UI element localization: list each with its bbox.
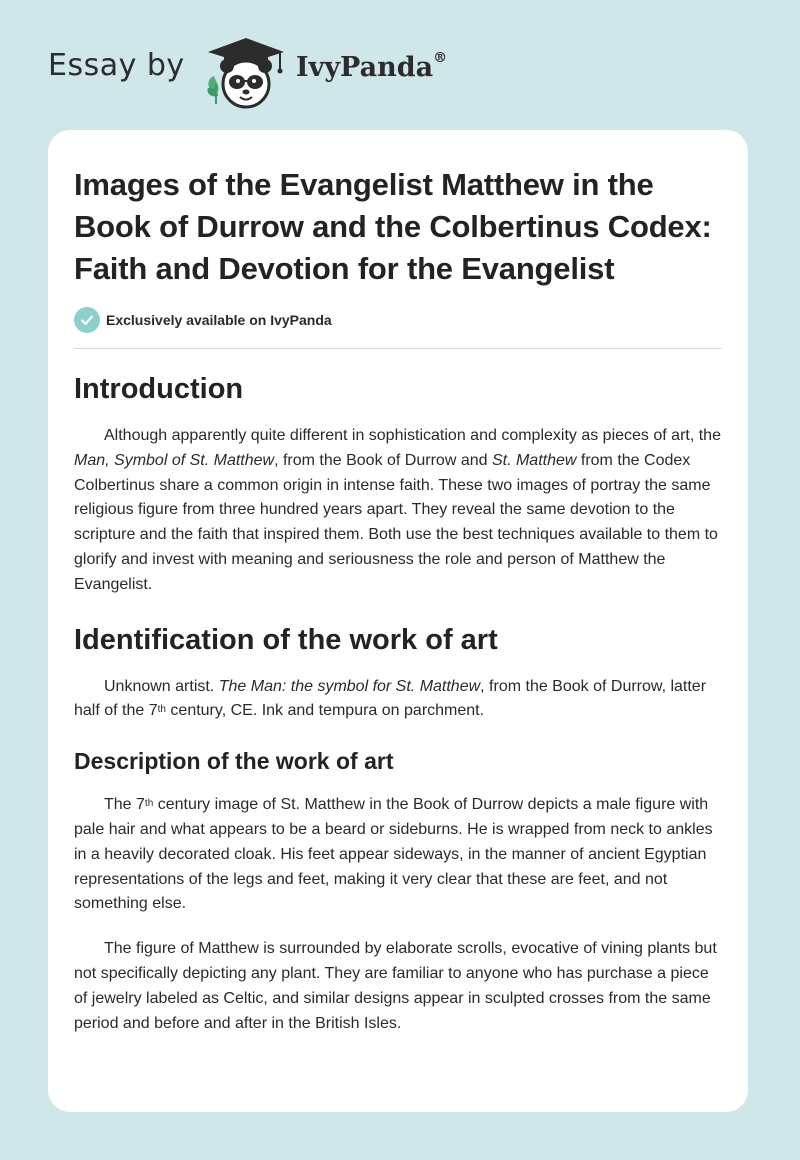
divider xyxy=(74,348,722,349)
brand-name[interactable]: IvyPanda® xyxy=(296,50,448,83)
paragraph-description-2: The figure of Matthew is surrounded by elaborate scrolls, evocative of vining plants but not specifically depicting any plant. They are familiar to anyone who has purchase a piece of jewelry labeled as Celtic, and similar designs appear in sculpted crosses from the same period and before and after in the British Isles. xyxy=(74,940,717,1032)
registered-mark: ® xyxy=(433,50,448,66)
essay-card xyxy=(48,130,748,1112)
section-heading-identification: Identification of the work of art xyxy=(74,623,498,656)
paragraph-description-1: The 7th century image of St. Matthew in the Book of Durrow depicts a male figure with pale hair and what appears to be a beard or sideburns. He is wrapped from neck to ankles in a heavily decorated cloak. His feet appear sideways, in the manner of ancient Egyptian representations of the legs and feet, making it very clear that these are feet, and not something else. xyxy=(74,796,713,913)
page-title: Images of the Evangelist Matthew in the Book of Durrow and the Colbertinus Codex: Faith and Devotion for the Evangelist xyxy=(74,167,712,286)
check-icon xyxy=(74,307,100,333)
badge-text: Exclusively available on IvyPanda xyxy=(106,312,332,328)
essay-by-label: Essay by xyxy=(48,48,185,83)
paragraph-introduction: Although apparently quite different in sophistication and complexity as pieces of art, the Man, Symbol of St. Matthew, from the Book of Durrow and St. Matthew from the Codex Colbertinus share a common origin in intense faith. These two images of portray the same religious figure from three hundred years apart. They reveal the same devotion to the scripture and the faith that inspired them. Both use the best techniques available to them to glorify and invest with meaning and seriousness the role and person of Matthew the Evangelist. xyxy=(74,427,721,593)
exclusive-badge xyxy=(74,306,722,334)
panda-logo-icon[interactable] xyxy=(198,34,294,110)
section-heading-introduction: Introduction xyxy=(74,373,244,405)
site-header xyxy=(0,0,800,130)
section-heading-description: Description of the work of art xyxy=(74,748,394,775)
paragraph-identification: Unknown artist. The Man: the symbol for St. Matthew, from the Book of Durrow, latter half of the 7th century, CE. Ink and tempura on parchment. xyxy=(74,677,707,720)
